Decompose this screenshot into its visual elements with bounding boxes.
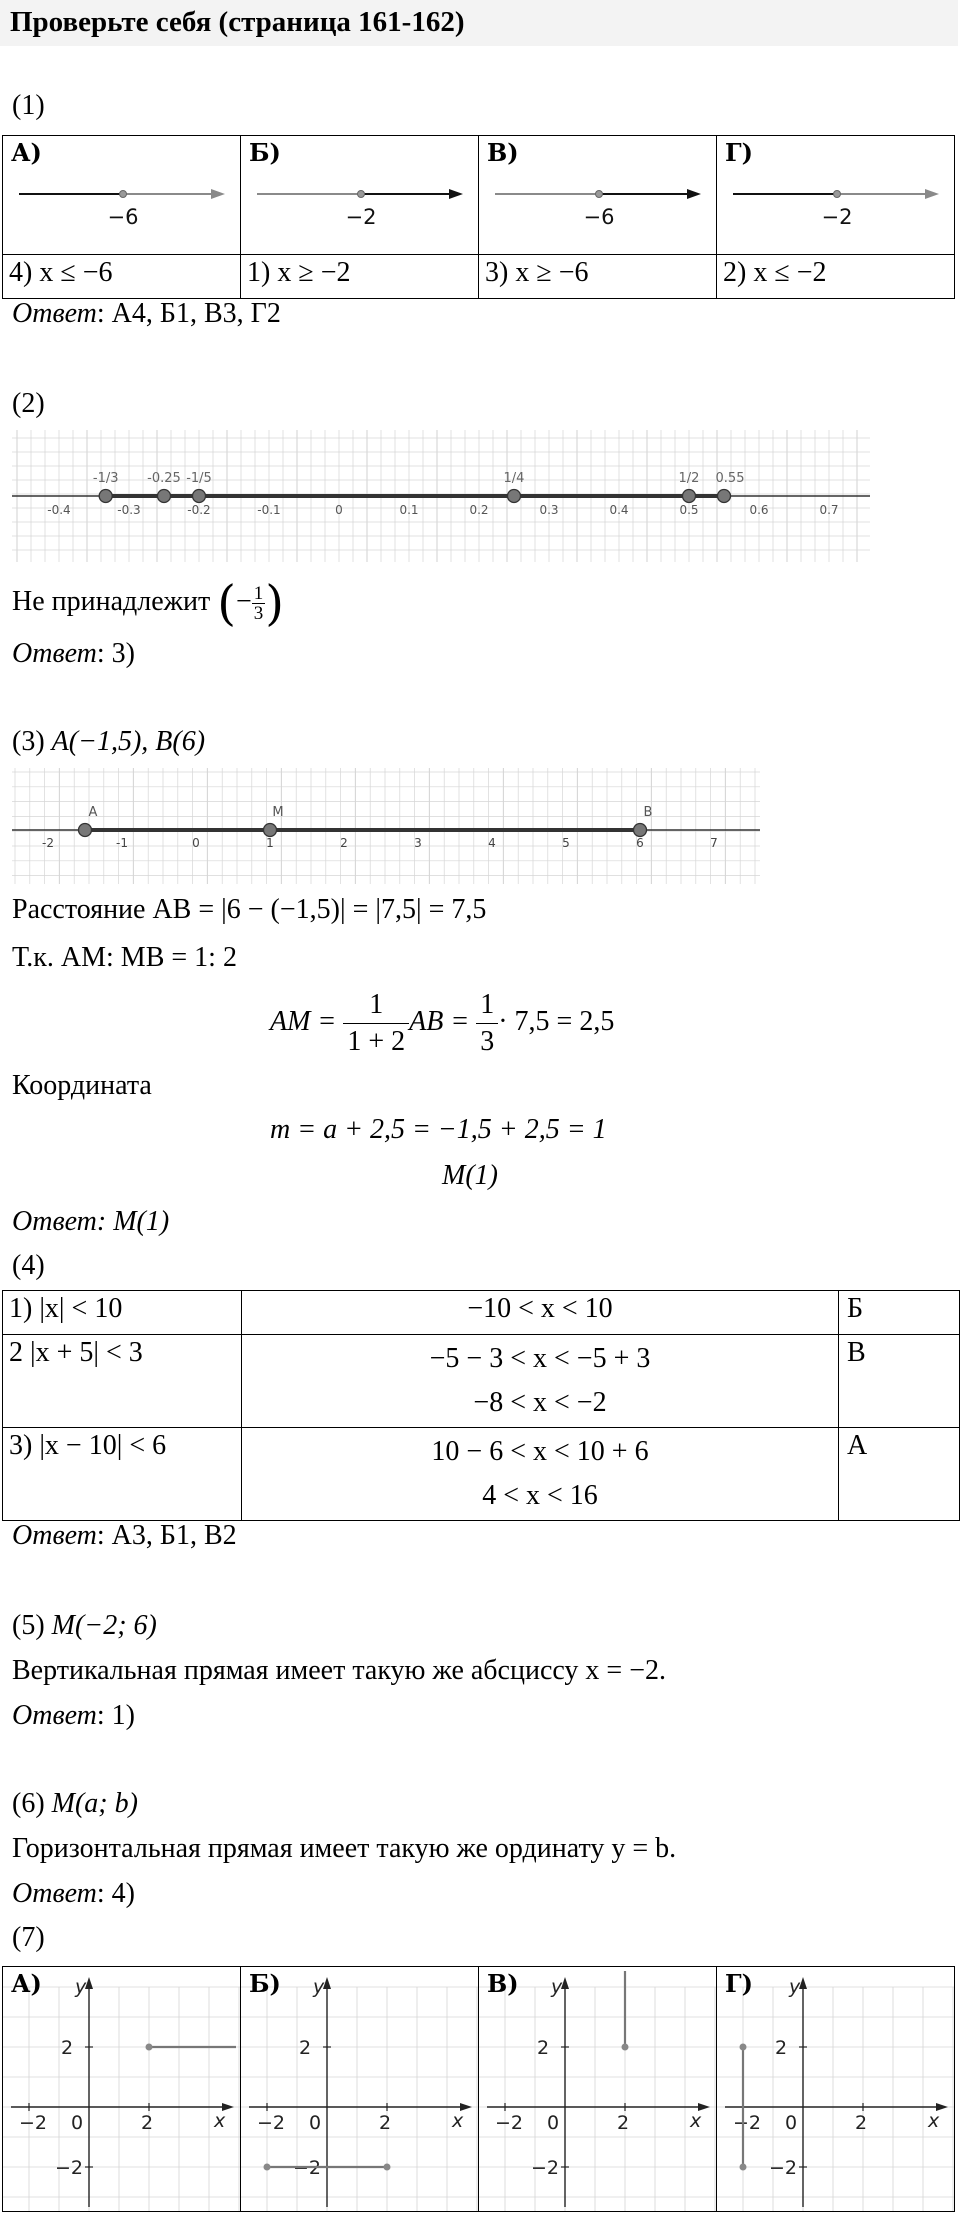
origin-label: 0 — [785, 2112, 798, 2134]
grid-background — [12, 768, 760, 884]
task4-solution-line: −8 < x < −2 — [473, 1387, 607, 1418]
close-paren: ) — [265, 575, 285, 632]
number-line-point — [193, 490, 206, 503]
number-line-point — [718, 490, 731, 503]
point-label: 0.55 — [715, 471, 745, 486]
tick-label: −2 — [345, 205, 377, 229]
page-title: Проверьте себя (страница 161-162) — [10, 6, 465, 38]
task1-panel-letter: Г) — [725, 138, 753, 167]
tick-label: -2 — [42, 836, 54, 850]
tick-label: −2 — [769, 2157, 798, 2179]
task1-panel-g — [717, 136, 954, 254]
task4-solution-line: 4 < x < 16 — [482, 1480, 598, 1511]
tick-label: -0.4 — [47, 503, 71, 517]
task4-solution — [242, 1428, 838, 1520]
task1-table — [2, 135, 955, 299]
tick-label: 0 — [192, 836, 200, 850]
number-line-point — [596, 191, 603, 198]
task4-inequality: 3) |x − 10| < 6 — [9, 1430, 167, 1461]
tick-label: -0.2 — [187, 503, 211, 517]
tick-label: −2 — [19, 2112, 48, 2134]
task7-number: (7) — [12, 1922, 45, 1953]
task3-distance: Расстояние AB = |6 − (−1,5)| = |7,5| = 7,5 — [12, 894, 487, 925]
task2-not-belongs-text: Не принадлежит — [12, 586, 211, 617]
am-right: · 7,5 = 2,5 — [498, 1006, 615, 1037]
task4-answer-text: : А3, Б1, В2 — [96, 1520, 237, 1551]
tick-label: 0 — [335, 503, 343, 517]
task3-given: A(−1,5), B(6) — [51, 726, 206, 757]
task7-panel-letter: Г) — [725, 1969, 753, 1998]
task5-point: M(−2; 6) — [51, 1610, 157, 1641]
task7-panel-g — [717, 1967, 954, 2211]
x-axis-label: x — [214, 2110, 226, 2132]
task1-panel-v — [479, 136, 716, 254]
tick-label: 2 — [379, 2112, 392, 2134]
table-row — [3, 1335, 960, 1428]
tick-label: −6 — [583, 205, 615, 229]
graph-point — [740, 2044, 747, 2051]
tick-label: 0.4 — [609, 503, 629, 517]
origin-label: 0 — [71, 2112, 84, 2134]
tick-label: 4 — [488, 836, 496, 850]
x-axis-label: x — [690, 2110, 702, 2132]
task3-ratio: Т.к. AM: MB = 1: 2 — [12, 942, 237, 973]
tick-label: 2 — [340, 836, 348, 850]
table-row — [3, 1291, 960, 1335]
task2-minus: − — [235, 586, 252, 617]
fraction-denominator: 1 + 2 — [347, 1026, 406, 1058]
task1-answer — [12, 298, 281, 330]
task4-letter: В — [847, 1337, 866, 1368]
graph-point — [264, 2164, 271, 2171]
axis-arrow-icon — [925, 189, 939, 199]
am-fraction-2 — [476, 987, 498, 1060]
task4-inequality: 2 |x + 5| < 3 — [9, 1337, 143, 1368]
task2-fraction — [252, 584, 266, 623]
tick-label: −2 — [55, 2157, 84, 2179]
am-fraction-1 — [343, 987, 409, 1060]
task6-answer-text: : 4) — [96, 1878, 135, 1909]
tick-label: 3 — [414, 836, 422, 850]
task3-number: (3) — [12, 726, 45, 757]
task7-panel-letter: В) — [487, 1969, 519, 1998]
task1-condition: 2) x ≤ −2 — [723, 257, 827, 288]
graph-point — [384, 2164, 391, 2171]
tick-label: 2 — [537, 2037, 550, 2059]
tick-label: 7 — [710, 836, 718, 850]
task7-coordinate-plane-a — [3, 1967, 240, 2211]
task7-panel-a — [3, 1967, 240, 2211]
number-line-point — [264, 824, 277, 837]
number-line-point — [99, 490, 112, 503]
task3-header — [12, 726, 205, 758]
tick-label: 0.5 — [679, 503, 699, 517]
task3-answer-text: M(1) — [106, 1206, 170, 1237]
point-label: A — [88, 805, 98, 820]
axis-arrow-icon — [687, 189, 701, 199]
task7-coordinate-plane-b — [241, 1967, 478, 2211]
task7-panel-letter: А) — [11, 1969, 42, 1998]
fraction-denominator: 3 — [480, 1026, 495, 1058]
task5-text: Вертикальная прямая имеет такую же абсциссу x = −2. — [12, 1655, 667, 1686]
task7-panel-b — [241, 1967, 478, 2211]
tick-label: 0.2 — [469, 503, 489, 517]
number-line-point — [79, 824, 92, 837]
task6-answer — [12, 1878, 135, 1910]
tick-label: 0.7 — [819, 503, 839, 517]
task3-coord-word: Координата — [12, 1070, 152, 1101]
tick-label: 6 — [636, 836, 644, 850]
tick-label: 0.6 — [749, 503, 769, 517]
task4-letter: Б — [847, 1293, 864, 1324]
tick-label: 2 — [141, 2112, 154, 2134]
tick-label: 2 — [299, 2037, 312, 2059]
tick-label: −6 — [107, 205, 139, 229]
tick-label: −2 — [733, 2112, 762, 2134]
am-mid: AB = — [409, 1006, 470, 1037]
task1-panel-letter: А) — [11, 138, 42, 167]
point-label: 1/2 — [678, 471, 700, 486]
task1-answer-text: : А4, Б1, В3, Г2 — [96, 298, 281, 329]
answer-word: Ответ: — [12, 1206, 107, 1237]
tick-label: -1 — [116, 836, 128, 850]
task6-text: Горизонтальная прямая имеет такую же ординату y = b. — [12, 1833, 677, 1864]
task4-solution-line: −5 − 3 < x < −5 + 3 — [429, 1343, 651, 1374]
graph-point — [740, 2164, 747, 2171]
task1-condition: 3) x ≥ −6 — [485, 257, 589, 288]
tick-label: 1 — [266, 836, 274, 850]
axis-arrow-icon — [211, 189, 225, 199]
task2-answer — [12, 638, 135, 670]
point-label: M — [272, 805, 284, 820]
task5-number: (5) — [12, 1610, 45, 1641]
number-line-point — [683, 490, 696, 503]
axis-arrow-icon — [449, 189, 463, 199]
y-axis-label: y — [551, 1976, 563, 1998]
origin-label: 0 — [547, 2112, 560, 2134]
am-left: AM = — [270, 1006, 337, 1037]
task1-condition: 1) x ≥ −2 — [247, 257, 351, 288]
point-label: -1/5 — [186, 471, 212, 486]
task2-number-line — [12, 430, 870, 562]
y-axis-label: y — [75, 1976, 87, 1998]
y-axis-label: y — [313, 1976, 325, 1998]
tick-label: −2 — [531, 2157, 560, 2179]
number-line-point — [358, 191, 365, 198]
tick-label: 2 — [617, 2112, 630, 2134]
y-axis-label: y — [789, 1976, 801, 1998]
task4-number: (4) — [12, 1250, 45, 1281]
task5-header — [12, 1610, 157, 1642]
origin-label: 0 — [309, 2112, 322, 2134]
task4-solution-line: 10 − 6 < x < 10 + 6 — [431, 1436, 649, 1467]
task6-point: M(a; b) — [51, 1788, 138, 1819]
task3-answer — [12, 1206, 169, 1238]
task7-panel-letter: Б) — [249, 1969, 281, 1998]
task4-inequality: 1) |x| < 10 — [9, 1293, 123, 1324]
tick-label: 2 — [855, 2112, 868, 2134]
fraction-numerator: 1 — [343, 987, 409, 1024]
task1-number: (1) — [12, 90, 45, 121]
task3-m-formula: m = a + 2,5 = −1,5 + 2,5 = 1 — [270, 1114, 607, 1145]
tick-label: −2 — [821, 205, 853, 229]
task6-header — [12, 1788, 138, 1820]
tick-label: −2 — [495, 2112, 524, 2134]
x-axis-label: x — [928, 2110, 940, 2132]
task1-panel-letter: В) — [487, 138, 519, 167]
tick-label: 2 — [61, 2037, 74, 2059]
task2-answer-text: : 3) — [96, 638, 135, 669]
number-line-point — [634, 824, 647, 837]
task1-condition: 4) x ≤ −6 — [9, 257, 113, 288]
fraction-numerator: 1 — [253, 583, 264, 605]
task7-table — [2, 1966, 955, 2212]
number-line-point — [158, 490, 171, 503]
task3-am-formula — [270, 984, 614, 1060]
tick-label: 2 — [775, 2037, 788, 2059]
task7-coordinate-plane-g — [717, 1967, 954, 2211]
tick-label: -0.1 — [257, 503, 281, 517]
task2-number: (2) — [12, 388, 45, 419]
task4-answer — [12, 1520, 237, 1552]
answer-word: Ответ — [12, 638, 97, 669]
point-label: 1/4 — [503, 471, 525, 486]
task2-not-belongs — [12, 572, 284, 632]
point-label: -0.25 — [147, 471, 181, 486]
number-line-point — [834, 191, 841, 198]
task4-solution: −10 < x < 10 — [467, 1293, 613, 1324]
tick-label: 0.1 — [399, 503, 419, 517]
task5-answer — [12, 1700, 135, 1732]
task3-number-line — [12, 768, 760, 884]
number-line-point — [120, 191, 127, 198]
task1-panel-a — [3, 136, 240, 254]
answer-word: Ответ — [12, 298, 97, 329]
answer-word: Ответ — [12, 1878, 97, 1909]
task1-panel-b — [241, 136, 478, 254]
task7-panel-v — [479, 1967, 716, 2211]
point-label: -1/3 — [92, 471, 119, 486]
graph-point — [622, 2044, 629, 2051]
tick-label: -0.3 — [117, 503, 141, 517]
tick-label: −2 — [293, 2157, 322, 2179]
open-paren: ( — [217, 575, 236, 632]
task5-answer-text: : 1) — [96, 1700, 135, 1731]
x-axis-label: x — [452, 2110, 464, 2132]
tick-label: 0.3 — [539, 503, 559, 517]
task4-letter: А — [847, 1430, 868, 1461]
graph-point — [146, 2044, 153, 2051]
tick-label: −2 — [257, 2112, 286, 2134]
answer-word: Ответ — [12, 1700, 97, 1731]
tick-label: 5 — [562, 836, 570, 850]
task1-panel-letter: Б) — [249, 138, 281, 167]
task3-m-result: M(1) — [442, 1160, 498, 1191]
task4-solution — [242, 1335, 838, 1427]
answer-word: Ответ — [12, 1520, 97, 1551]
task7-coordinate-plane-v — [479, 1967, 716, 2211]
fraction-denominator: 3 — [253, 603, 264, 625]
task6-number: (6) — [12, 1788, 45, 1819]
point-label: B — [643, 805, 653, 820]
number-line-point — [508, 490, 521, 503]
table-row — [3, 1428, 960, 1521]
fraction-numerator: 1 — [476, 987, 498, 1024]
task4-table — [2, 1290, 960, 1521]
